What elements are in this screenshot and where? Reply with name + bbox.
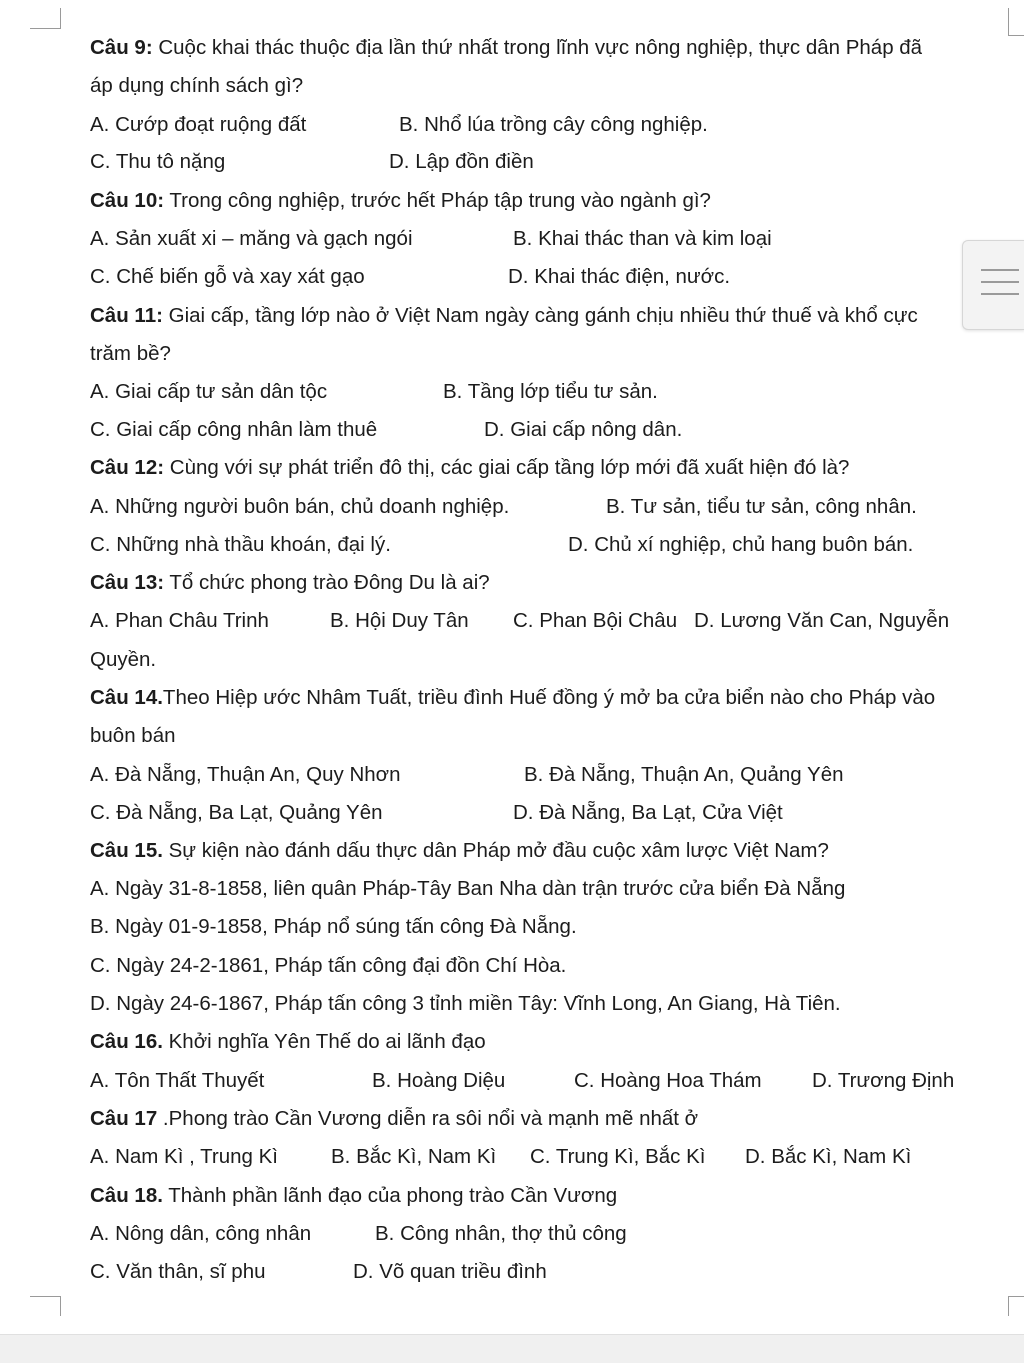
option-a: A. Ngày 31-8-1858, liên quân Pháp-Tây Ban Nha dàn trận trước cửa biển Đà Nẵng	[90, 877, 846, 900]
question-text: Cùng với sự phát triển đô thị, các giai cấp tầng lớp mới đã xuất hiện đó là?	[164, 456, 850, 479]
question-13	[90, 570, 490, 596]
option-d: D. Đà Nẵng, Ba Lạt, Cửa Việt	[513, 801, 783, 824]
option-d: D. Bắc Kì, Nam Kì	[745, 1145, 912, 1168]
question-label: Câu 16.	[90, 1030, 163, 1053]
menu-line-icon	[981, 281, 1019, 283]
option-d: D. Trương Định	[812, 1069, 955, 1092]
question-12	[90, 455, 849, 481]
question-text: Theo Hiệp ước Nhâm Tuất, triều đình Huế đồng ý mở ba cửa biển nào cho Pháp vào	[162, 686, 936, 709]
question-16	[90, 1029, 486, 1055]
scroll-handle[interactable]	[962, 240, 1024, 330]
question-text: Khởi nghĩa Yên Thế do ai lãnh đạo	[162, 1030, 486, 1053]
corner-mark-bottom-left-h	[30, 1296, 60, 1297]
option-c: C. Văn thân, sĩ phu	[90, 1260, 266, 1283]
corner-mark-bottom-right-v	[1008, 1296, 1009, 1316]
corner-mark-bottom-right-h	[1008, 1296, 1024, 1297]
option-c: C. Trung Kì, Bắc Kì	[530, 1145, 706, 1168]
option-c: C. Thu tô nặng	[90, 150, 226, 173]
option-a: A. Giai cấp tư sản dân tộc	[90, 380, 328, 403]
option-d-continuation: Quyền.	[90, 648, 157, 671]
question-10	[90, 188, 711, 214]
option-b: B. Tư sản, tiểu tư sản, công nhân.	[606, 495, 917, 518]
corner-mark-bottom-left-v	[60, 1296, 61, 1316]
menu-line-icon	[981, 293, 1019, 295]
option-c: C. Hoàng Hoa Thám	[574, 1069, 762, 1092]
corner-mark-top-left-h	[30, 28, 60, 29]
question-label: Câu 13:	[90, 571, 165, 594]
question-11-continuation: trăm bề?	[90, 342, 171, 365]
question-15	[90, 838, 829, 864]
option-a: A. Những người buôn bán, chủ doanh nghiệp.	[90, 495, 510, 518]
option-c: C. Ngày 24-2-1861, Pháp tấn công đại đồn Chí Hòa.	[90, 954, 567, 977]
question-text: Giai cấp, tầng lớp nào ở Việt Nam ngày càng gánh chịu nhiều thứ thuế và khổ cực	[162, 304, 918, 327]
option-b: B. Hội Duy Tân	[330, 609, 469, 632]
question-label: Câu 10:	[90, 189, 165, 212]
question-label: Câu 15.	[90, 839, 163, 862]
question-label: Câu 11:	[90, 304, 163, 327]
option-a: A. Cướp đoạt ruộng đất	[90, 113, 307, 136]
option-b: B. Nhổ lúa trồng cây công nghiệp.	[399, 113, 708, 136]
corner-mark-top-right-h	[1008, 35, 1024, 36]
option-c: C. Những nhà thầu khoán, đại lý.	[90, 533, 391, 556]
question-9	[90, 35, 922, 61]
question-label: Câu 12:	[90, 456, 165, 479]
option-b: B. Công nhân, thợ thủ công	[375, 1222, 627, 1245]
question-14	[90, 685, 935, 711]
question-label: Câu 17	[90, 1107, 158, 1130]
option-c: C. Chế biến gỗ và xay xát gạo	[90, 265, 365, 288]
option-d: D. Khai thác điện, nước.	[508, 265, 731, 288]
option-d: D. Lương Văn Can, Nguyễn	[694, 609, 950, 632]
question-label: Câu 18.	[90, 1184, 163, 1207]
option-d: D. Võ quan triều đình	[353, 1260, 547, 1283]
question-14-continuation: buôn bán	[90, 724, 176, 747]
option-b: B. Ngày 01-9-1858, Pháp nổ súng tấn công Đà Nẵng.	[90, 915, 577, 938]
question-18	[90, 1183, 617, 1209]
question-text: Thành phần lãnh đạo của phong trào Cần Vương	[162, 1184, 618, 1207]
corner-mark-top-left-v	[60, 8, 61, 29]
option-d: D. Ngày 24-6-1867, Pháp tấn công 3 tỉnh miền Tây: Vĩnh Long, An Giang, Hà Tiên.	[90, 992, 841, 1015]
corner-mark-top-right-v	[1008, 8, 1009, 36]
option-a: A. Đà Nẵng, Thuận An, Quy Nhơn	[90, 763, 401, 786]
option-c: C. Giai cấp công nhân làm thuê	[90, 418, 378, 441]
question-label: Câu 9:	[90, 36, 153, 59]
question-text: Sự kiện nào đánh dấu thực dân Pháp mở đầu cuộc xâm lược Việt Nam?	[162, 839, 829, 862]
option-b: B. Bắc Kì, Nam Kì	[331, 1145, 497, 1168]
question-label: Câu 14.	[90, 686, 163, 709]
option-a: A. Sản xuất xi – măng và gạch ngói	[90, 227, 413, 250]
question-text: .Phong trào Cần Vương diễn ra sôi nổi và mạnh mẽ nhất ở	[157, 1107, 699, 1130]
option-c: C. Đà Nẵng, Ba Lạt, Quảng Yên	[90, 801, 383, 824]
option-d: D. Giai cấp nông dân.	[484, 418, 683, 441]
question-text: Cuộc khai thác thuộc địa lần thứ nhất trong lĩnh vực nông nghiệp, thực dân Pháp đã	[152, 36, 923, 59]
question-text: Trong công nghiệp, trước hết Pháp tập trung vào ngành gì?	[164, 189, 711, 212]
option-d: D. Chủ xí nghiệp, chủ hang buôn bán.	[568, 533, 914, 556]
option-a: A. Phan Châu Trinh	[90, 609, 269, 632]
option-a: A. Tôn Thất Thuyết	[90, 1069, 265, 1092]
question-17	[90, 1106, 698, 1132]
question-9-continuation: áp dụng chính sách gì?	[90, 74, 304, 97]
menu-line-icon	[981, 269, 1019, 271]
question-11	[90, 303, 962, 329]
option-d: D. Lập đồn điền	[389, 150, 534, 173]
option-c: C. Phan Bội Châu	[513, 609, 678, 632]
option-b: B. Đà Nẵng, Thuận An, Quảng Yên	[524, 763, 844, 786]
option-b: B. Tầng lớp tiểu tư sản.	[443, 380, 658, 403]
option-b: B. Khai thác than và kim loại	[513, 227, 772, 250]
option-a: A. Nông dân, công nhân	[90, 1222, 312, 1245]
option-b: B. Hoàng Diệu	[372, 1069, 506, 1092]
bottom-bar	[0, 1334, 1024, 1363]
question-text: Tổ chức phong trào Đông Du là ai?	[164, 571, 490, 594]
option-a: A. Nam Kì , Trung Kì	[90, 1145, 278, 1168]
